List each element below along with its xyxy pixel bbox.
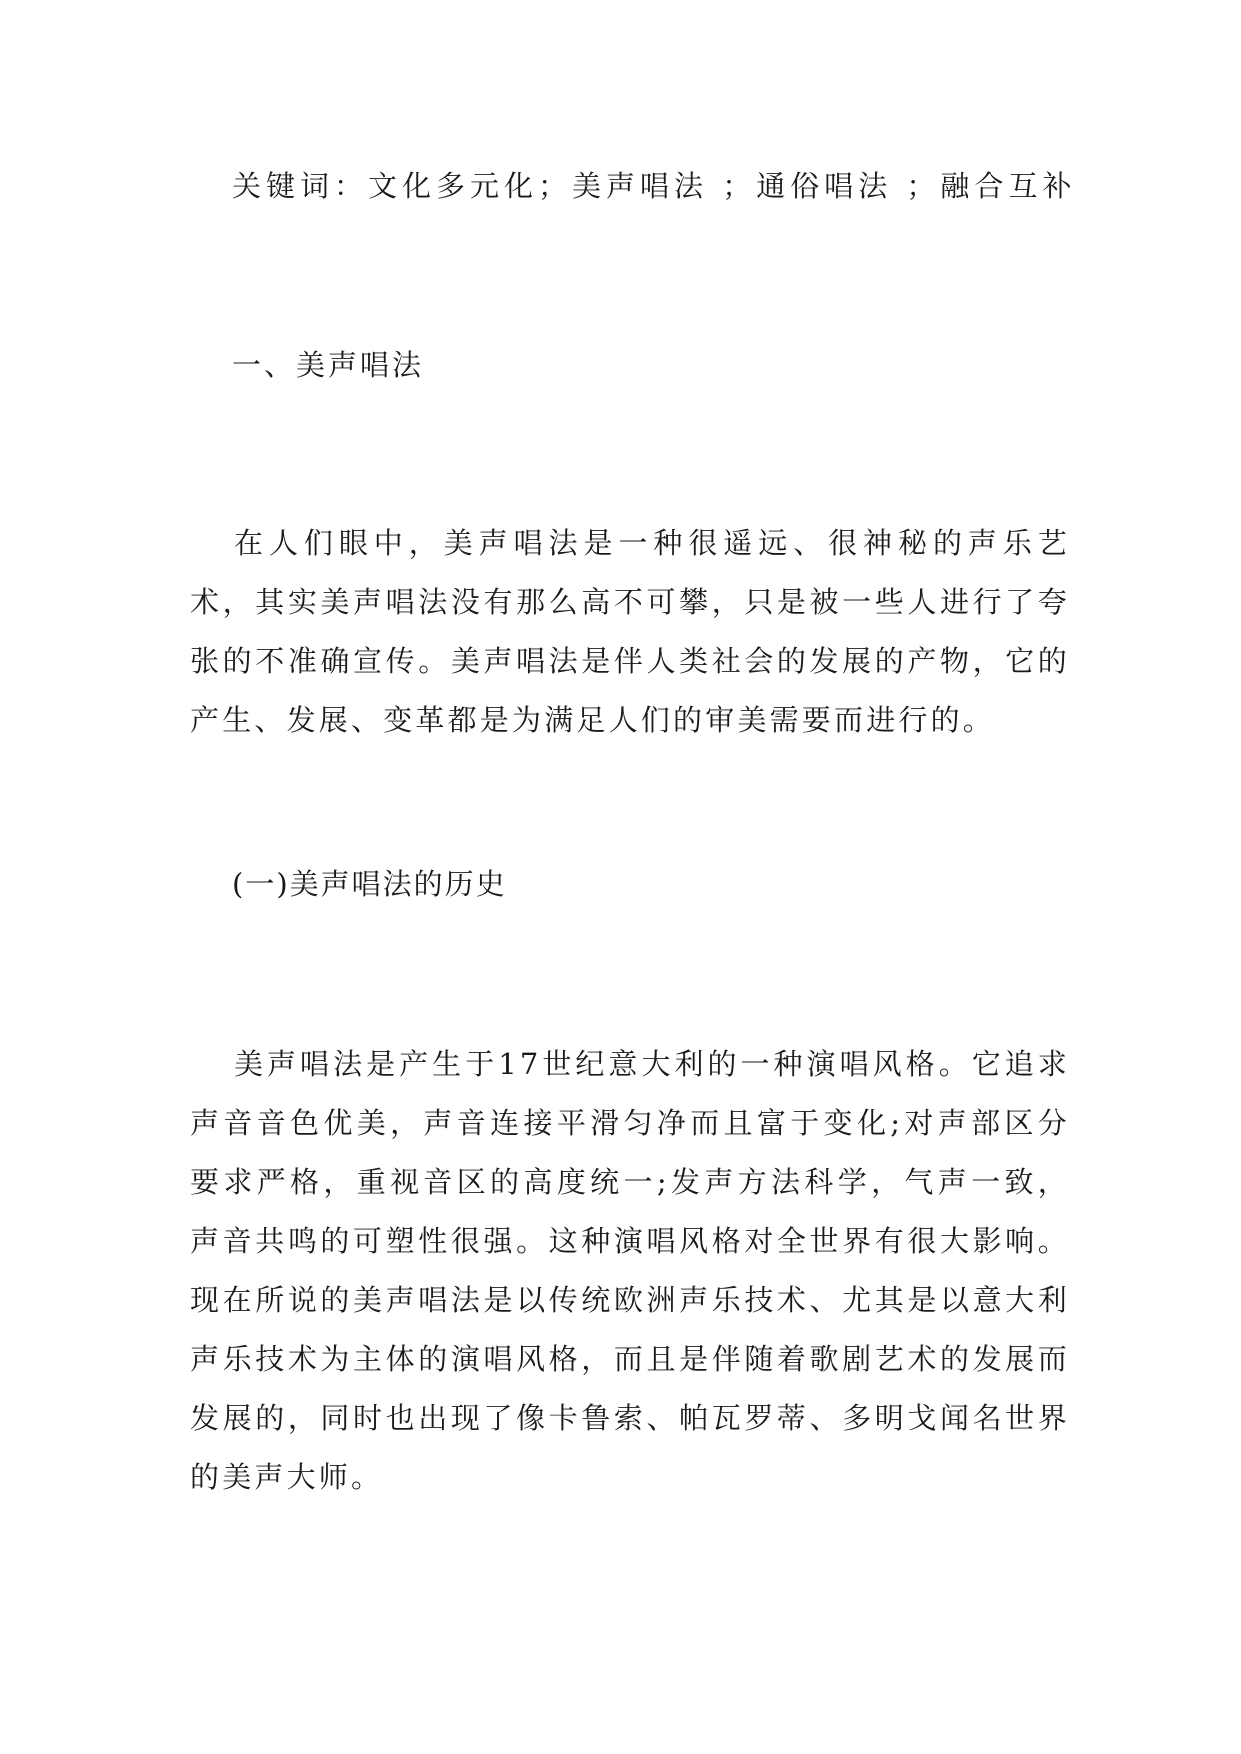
- body-paragraph: 在人们眼中，美声唱法是一种很遥远、很神秘的声乐艺术，其实美声唱法没有那么高不可攀，只是被一些人进行了夸张的不准确宣传。美声唱法是伴人类社会的发展的产物，它的产生、发展、变革都是为满足人们的审美需要而进行的。: [190, 526, 1070, 737]
- section-heading: 一、美声唱法: [232, 348, 425, 382]
- subsection-heading: (一)美声唱法的历史: [232, 867, 507, 901]
- keywords-line: 关键词：文化多元化；美声唱法 ；通俗唱法 ；融合互补: [232, 169, 1077, 203]
- body-paragraph: 美声唱法是产生于17世纪意大利的一种演唱风格。它追求声音音色优美，声音连接平滑匀净而且富于变化;对声部区分要求严格，重视音区的高度统一;发声方法科学，气声一致，声音共鸣的可塑性很强。这种演唱风格对全世界有很大影响。现在所说的美声唱法是以传统欧洲声乐技术、尤其是以意大利声乐技术为主体的演唱风格，而且是伴随着歌剧艺术的发展而发展的，同时也出现了像卡鲁索、帕瓦罗蒂、多明戈闻名世界的美声大师。: [190, 1047, 1070, 1494]
